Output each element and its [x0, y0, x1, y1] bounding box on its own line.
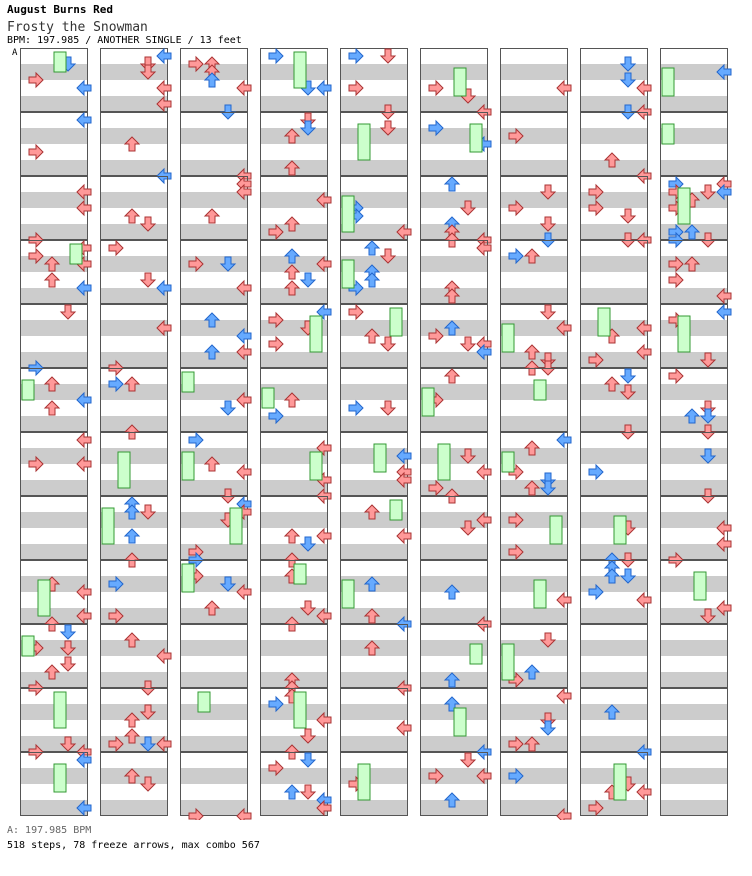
beat-stripe: [20, 128, 88, 144]
step-arrow-icon: [621, 209, 635, 223]
step-arrow-icon: [61, 625, 75, 639]
freeze-arrow: [358, 124, 370, 160]
freeze-arrow: [262, 388, 274, 408]
beat-stripe: [500, 288, 568, 304]
beat-stripe: [500, 224, 568, 240]
freeze-arrow: [422, 388, 434, 416]
beat-stripe: [580, 224, 648, 240]
beat-stripe: [660, 352, 728, 368]
step-arrow-icon: [125, 209, 139, 223]
freeze-arrow: [614, 516, 626, 544]
step-arrow-icon: [285, 785, 299, 799]
beat-stripe: [580, 672, 648, 688]
beat-stripe: [100, 64, 168, 80]
freeze-arrow: [534, 580, 546, 608]
step-arrow-icon: [349, 401, 363, 415]
step-arrow-icon: [269, 337, 283, 351]
beat-stripe: [660, 704, 728, 720]
beat-stripe: [340, 416, 408, 432]
bpm-note: A: 197.985 BPM: [7, 825, 92, 836]
beat-stripe: [420, 192, 488, 208]
freeze-arrow: [470, 124, 482, 152]
step-arrow-icon: [301, 753, 315, 767]
beat-stripe: [340, 544, 408, 560]
step-arrow-icon: [589, 465, 603, 479]
beat-stripe: [580, 256, 648, 272]
beat-stripe: [500, 160, 568, 176]
beat-stripe: [500, 96, 568, 112]
beat-stripe: [660, 736, 728, 752]
beat-stripe: [420, 736, 488, 752]
step-arrow-icon: [349, 81, 363, 95]
freeze-arrow: [182, 452, 194, 480]
step-arrow-icon: [269, 49, 283, 63]
beat-stripe: [580, 640, 648, 656]
freeze-arrow: [550, 516, 562, 544]
freeze-arrow: [694, 572, 706, 600]
chart-summary: 518 steps, 78 freeze arrows, max combo 567: [7, 840, 260, 851]
beat-stripe: [340, 672, 408, 688]
step-arrow-icon: [477, 465, 491, 479]
beat-stripe: [100, 288, 168, 304]
freeze-arrow: [390, 500, 402, 520]
beat-stripe: [340, 384, 408, 400]
beat-stripe: [20, 96, 88, 112]
freeze-arrow: [502, 644, 514, 680]
freeze-arrow: [678, 316, 690, 352]
beat-stripe: [20, 416, 88, 432]
step-arrow-icon: [349, 49, 363, 63]
beat-stripe: [660, 96, 728, 112]
beat-stripe: [100, 192, 168, 208]
freeze-arrow: [182, 372, 194, 392]
step-arrow-icon: [317, 529, 331, 543]
freeze-arrow: [502, 324, 514, 352]
beat-stripe: [100, 800, 168, 816]
beat-stripe: [340, 480, 408, 496]
beat-stripe: [340, 352, 408, 368]
freeze-arrow: [342, 196, 354, 232]
freeze-arrow: [598, 308, 610, 336]
beat-stripe: [660, 672, 728, 688]
step-arrow-icon: [301, 785, 315, 799]
freeze-arrow: [342, 580, 354, 608]
step-arrow-icon: [285, 529, 299, 543]
freeze-arrow: [230, 508, 242, 544]
beat-stripe: [180, 160, 248, 176]
freeze-arrow: [454, 708, 466, 736]
step-arrow-icon: [381, 337, 395, 351]
beat-stripe: [180, 192, 248, 208]
step-arrow-icon: [541, 305, 555, 319]
step-arrow-icon: [381, 401, 395, 415]
freeze-arrow: [54, 692, 66, 728]
freeze-arrow: [54, 52, 66, 72]
freeze-arrow: [470, 644, 482, 664]
beat-stripe: [20, 320, 88, 336]
step-arrow-icon: [77, 113, 91, 127]
beat-stripe: [180, 704, 248, 720]
beat-stripe: [500, 64, 568, 80]
step-arrow-icon: [317, 81, 331, 95]
beat-stripe: [580, 64, 648, 80]
freeze-arrow: [54, 764, 66, 792]
freeze-arrow: [454, 68, 466, 96]
step-arrow-icon: [157, 81, 171, 95]
step-arrow-icon: [189, 433, 203, 447]
step-arrow-icon: [205, 209, 219, 223]
step-arrow-icon: [237, 81, 251, 95]
beat-stripe: [180, 672, 248, 688]
beat-stripe: [500, 416, 568, 432]
beat-stripe: [100, 672, 168, 688]
beat-stripe: [180, 288, 248, 304]
beat-stripe: [340, 128, 408, 144]
step-arrow-icon: [637, 593, 651, 607]
beat-stripe: [420, 448, 488, 464]
step-arrow-icon: [381, 49, 395, 63]
freeze-arrow: [102, 508, 114, 544]
beat-stripe: [260, 96, 328, 112]
step-arrow-icon: [445, 369, 459, 383]
freeze-arrow: [22, 380, 34, 400]
step-arrow-icon: [45, 401, 59, 415]
freeze-arrow: [358, 764, 370, 800]
beat-stripe: [340, 800, 408, 816]
step-arrow-icon: [557, 689, 571, 703]
beat-stripe: [580, 416, 648, 432]
freeze-arrow: [502, 452, 514, 472]
step-arrow-icon: [717, 305, 731, 319]
freeze-arrow: [22, 636, 34, 656]
step-arrow-icon: [29, 145, 43, 159]
beat-stripe: [20, 160, 88, 176]
step-arrow-icon: [301, 273, 315, 287]
freeze-arrow: [438, 444, 450, 480]
beat-stripe: [100, 256, 168, 272]
beat-stripe: [420, 352, 488, 368]
step-arrow-icon: [397, 529, 411, 543]
beat-stripe: [660, 160, 728, 176]
beat-stripe: [260, 640, 328, 656]
freeze-arrow: [374, 444, 386, 472]
step-arrow-icon: [45, 273, 59, 287]
step-arrow-icon: [557, 433, 571, 447]
freeze-arrow: [294, 52, 306, 88]
freeze-arrow: [198, 692, 210, 712]
beat-stripe: [660, 384, 728, 400]
beat-stripe: [20, 192, 88, 208]
beat-stripe: [20, 544, 88, 560]
step-arrow-icon: [125, 529, 139, 543]
step-arrow-icon: [397, 721, 411, 735]
beat-stripe: [180, 128, 248, 144]
beat-stripe: [500, 704, 568, 720]
step-arrow-icon: [637, 785, 651, 799]
step-arrow-icon: [349, 305, 363, 319]
step-arrow-icon: [141, 273, 155, 287]
beat-stripe: [20, 480, 88, 496]
freeze-arrow: [310, 452, 322, 480]
beat-stripe: [420, 96, 488, 112]
step-arrow-icon: [445, 177, 459, 191]
beat-stripe: [180, 416, 248, 432]
beat-stripe: [340, 736, 408, 752]
freeze-arrow: [662, 124, 674, 144]
step-arrow-icon: [557, 593, 571, 607]
step-arrow-icon: [557, 81, 571, 95]
step-arrow-icon: [77, 81, 91, 95]
beat-stripe: [420, 160, 488, 176]
step-arrow-icon: [461, 337, 475, 351]
beat-stripe: [660, 768, 728, 784]
step-arrow-icon: [621, 369, 635, 383]
beat-stripe: [660, 448, 728, 464]
freeze-arrow: [38, 580, 50, 616]
step-arrow-icon: [669, 273, 683, 287]
step-arrow-icon: [461, 753, 475, 767]
beat-stripe: [180, 768, 248, 784]
freeze-arrow: [70, 244, 82, 264]
freeze-arrow: [182, 564, 194, 592]
freeze-arrow: [614, 764, 626, 800]
beat-stripe: [500, 800, 568, 816]
beat-stripe: [500, 608, 568, 624]
step-arrow-icon: [429, 81, 443, 95]
beat-stripe: [260, 352, 328, 368]
beat-stripe: [580, 448, 648, 464]
beat-stripe: [660, 512, 728, 528]
step-arrow-icon: [77, 433, 91, 447]
freeze-arrow: [118, 452, 130, 488]
beat-stripe: [660, 800, 728, 816]
beat-stripe: [340, 64, 408, 80]
freeze-arrow: [534, 380, 546, 400]
beat-stripe: [340, 96, 408, 112]
freeze-arrow: [342, 260, 354, 288]
freeze-arrow: [390, 308, 402, 336]
step-arrow-icon: [237, 465, 251, 479]
beat-stripe: [100, 224, 168, 240]
beat-stripe: [340, 160, 408, 176]
beat-stripe: [660, 608, 728, 624]
song-title: Frosty the Snowman: [7, 20, 148, 35]
beat-stripe: [420, 256, 488, 272]
beat-stripe: [420, 608, 488, 624]
beat-stripe: [580, 128, 648, 144]
beat-stripe: [20, 512, 88, 528]
section-marker: A: [12, 48, 18, 58]
beat-stripe: [580, 96, 648, 112]
beat-stripe: [340, 704, 408, 720]
beat-stripe: [100, 160, 168, 176]
step-arrow-icon: [365, 241, 379, 255]
step-arrow-icon: [365, 273, 379, 287]
step-arrow-icon: [109, 241, 123, 255]
step-arrow-icon: [637, 81, 651, 95]
freeze-arrow: [662, 68, 674, 96]
beat-stripe: [580, 608, 648, 624]
beat-stripe: [180, 224, 248, 240]
beat-stripe: [580, 480, 648, 496]
beat-stripe: [100, 448, 168, 464]
freeze-arrow: [294, 564, 306, 584]
beat-stripe: [420, 544, 488, 560]
step-arrow-icon: [541, 721, 555, 735]
beat-stripe: [580, 288, 648, 304]
beat-stripe: [580, 736, 648, 752]
beat-stripe: [180, 736, 248, 752]
artist-name: August Burns Red: [7, 3, 113, 16]
chart-info: BPM: 197.985 / ANOTHER SINGLE / 13 feet: [7, 35, 242, 46]
step-arrow-icon: [669, 369, 683, 383]
step-arrow-icon: [157, 49, 171, 63]
beat-stripe: [180, 480, 248, 496]
beat-stripe: [660, 640, 728, 656]
beat-stripe: [180, 640, 248, 656]
beat-stripe: [420, 416, 488, 432]
beat-stripe: [260, 512, 328, 528]
beat-stripe: [660, 480, 728, 496]
step-arrow-icon: [221, 401, 235, 415]
freeze-arrow: [678, 188, 690, 224]
freeze-arrow: [294, 692, 306, 728]
beat-stripe: [260, 480, 328, 496]
freeze-arrow: [310, 316, 322, 352]
step-arrow-icon: [61, 305, 75, 319]
beat-stripe: [20, 288, 88, 304]
beat-stripe: [180, 96, 248, 112]
step-arrow-icon: [61, 657, 75, 671]
beat-stripe: [100, 480, 168, 496]
